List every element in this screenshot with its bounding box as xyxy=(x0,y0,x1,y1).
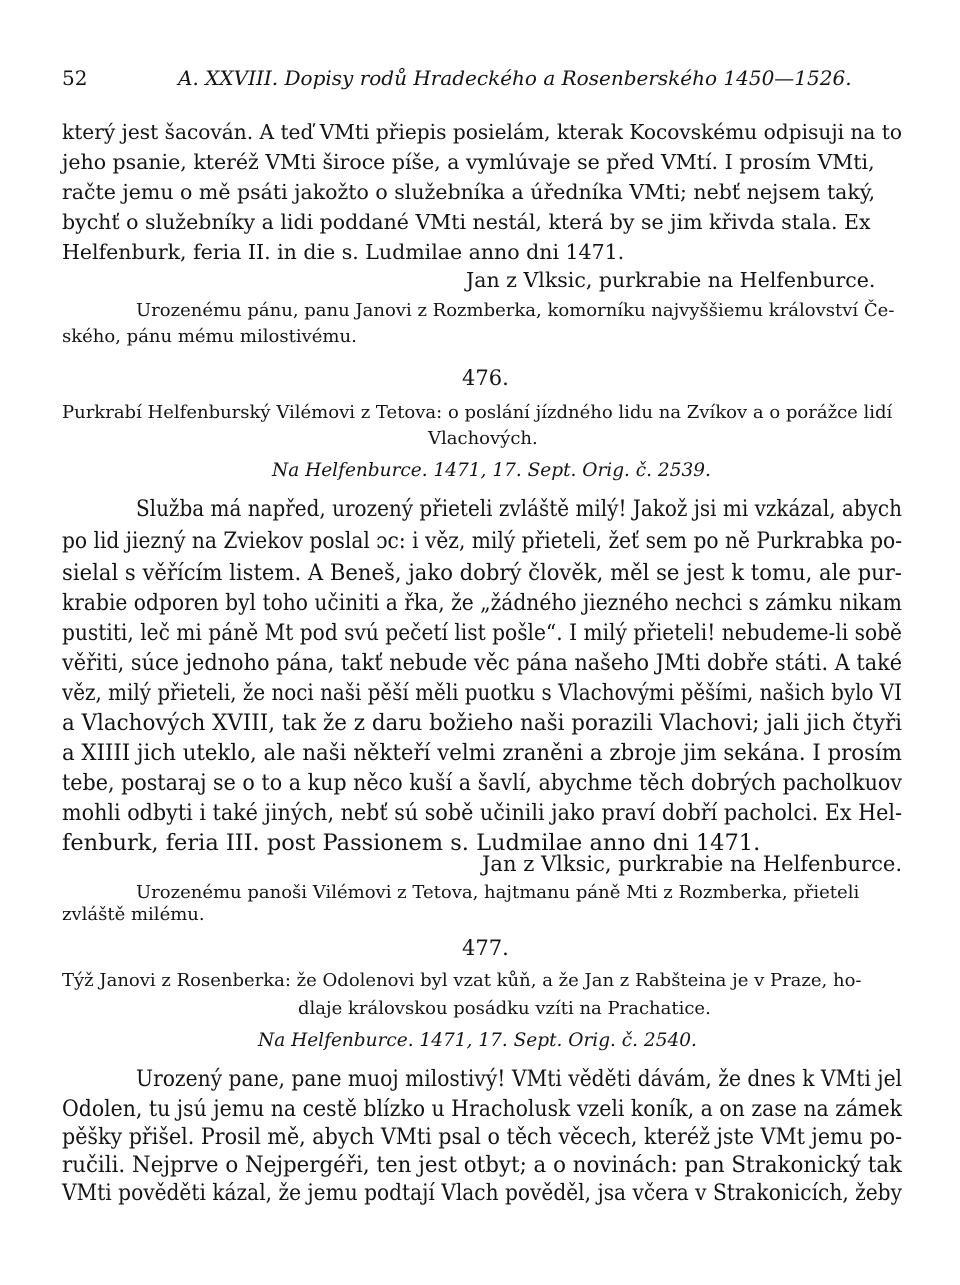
summary-line: Týž Janovi z Rosenberka: že Odolenovi byl vzat kůň, a že Jan z Rabšteina je v Praze, ho- xyxy=(62,970,862,991)
signature: Jan z Vlksic, purkrabie na Helfenburce. xyxy=(466,268,876,292)
paragraph-line: sielal s věřícím listem. A Beneš, jako dobrý člověk, měl se jest k tomu, ale pur- xyxy=(62,560,902,586)
source-note: Na Helfenburce. 1471, 17. Sept. Orig. č. 2540. xyxy=(258,1030,697,1051)
paragraph-line: ručili. Nejprve o Nejpergéři, ten jest otbyt; a o novinách: pan Strakonický tak xyxy=(62,1152,903,1178)
paragraph-line: fenburk, feria III. post Passionem s. Ludmilae anno dni 1471. xyxy=(62,830,761,856)
signature: Jan z Vlksic, purkrabie na Helfenburce. xyxy=(482,852,903,877)
paragraph-line: a XIIII jich uteklo, ale naši někteří velmi zraněni a zbroje jim sekána. I prosím xyxy=(62,740,902,766)
letter-number: 476. xyxy=(462,366,509,390)
running-title: A. XXVIII. Dopisy rodů Hradeckého a Rosenberského 1450—1526. xyxy=(178,66,852,90)
address-line: Urozenému panoši Vilémovi z Tetova, hajtmanu páně Mti z Rozmberka, přieteli xyxy=(136,882,860,903)
page-header xyxy=(62,66,902,96)
paragraph-line: krabie odporen byl toho učiniti a řka, že „žádného jiezného nechci s zámku nikam xyxy=(62,590,902,616)
paragraph-line: Urozený pane, pane muoj milostivý! VMti věděti dávám, že dnes k VMti jel xyxy=(136,1066,903,1092)
letter-number: 477. xyxy=(462,936,509,960)
paragraph-line: pustiti, leč mi páně Mt pod svú pečetí list pošle“. I milý přieteli! nebudeme-li sobě xyxy=(62,620,902,646)
paragraph-line: Odolen, tu jsú jemu na cestě blízko u Hracholusk vzeli koník, a on zase na zámek xyxy=(62,1096,903,1122)
paragraph-line: věz, milý přieteli, že noci naši pěší měli puotku s Vlachovými pěšími, našich bylo VI xyxy=(62,680,903,706)
address-line: Urozenému pánu, panu Janovi z Rozmberka, komorníku najvyššiemu království Če- xyxy=(136,300,895,321)
address-line: ského, pánu mému milostivému. xyxy=(62,326,357,347)
paragraph-line: pěšky přišel. Prosil mě, abych VMti psal o těch věcech, kteréž jste VMt jemu po- xyxy=(62,1124,903,1150)
page-number: 52 xyxy=(62,66,88,90)
paragraph-line: mohli odbyti i také jiných, nebť sú sobě učinili jako praví dobří pacholci. Ex Hel- xyxy=(62,800,902,826)
source-note: Na Helfenburce. 1471, 17. Sept. Orig. č. 2539. xyxy=(272,460,711,481)
paragraph-line: tebe, postaraj se o to a kup něco kuší a šavlí, abychme těch dobrých pacholkuov xyxy=(62,770,902,796)
summary-line: dlaje královskou posádku vzíti na Prachatice. xyxy=(298,998,711,1019)
paragraph-line: který jest šacován. A teď VMti přiepis posielám, kterak Kocovskému odpisuji na to xyxy=(62,120,903,144)
paragraph-line: věřiti, súce jednoho pána, takť nebude věc pána našeho JMti dobře státi. A také xyxy=(62,650,903,676)
paragraph-line: račte jemu o mě psáti jakožto o služebníka a úředníka VMti; nebť nejsem taký, xyxy=(62,180,876,204)
paragraph-line: Služba má napřed, urozený přieteli zvláště milý! Jakož jsi mi vzkázal, abych xyxy=(136,496,902,522)
summary-line: Vlachových. xyxy=(428,428,538,449)
paragraph-line: jeho psanie, kteréž VMti široce píše, a vymlúvaje se před VMtí. I prosím VMti, xyxy=(62,150,875,174)
address-line: zvláště milému. xyxy=(62,904,205,925)
paragraph-line: po lid jiezný na Zviekov poslal ɔc: i věz, milý přieteli, žeť sem po ně Purkrabka po- xyxy=(62,528,903,554)
paragraph-line: a Vlachových XVIII, tak že z daru božieho naši porazili Vlachovi; jali jich čtyři xyxy=(62,710,903,736)
paragraph-line: bychť o služebníky a lidi poddané VMti nestál, která by se jim křivda stala. Ex xyxy=(62,210,871,234)
paragraph-line: VMti pověděti kázal, že jemu podtají Vlach pověděl, jsa včera v Strakonicích, žeby xyxy=(62,1180,902,1206)
summary-line: Purkrabí Helfenburský Vilémovi z Tetova: o poslání jízdného lidu na Zvíkov a o porážce lidí xyxy=(62,402,893,423)
paragraph-line: Helfenburk, feria II. in die s. Ludmilae anno dni 1471. xyxy=(62,240,625,264)
